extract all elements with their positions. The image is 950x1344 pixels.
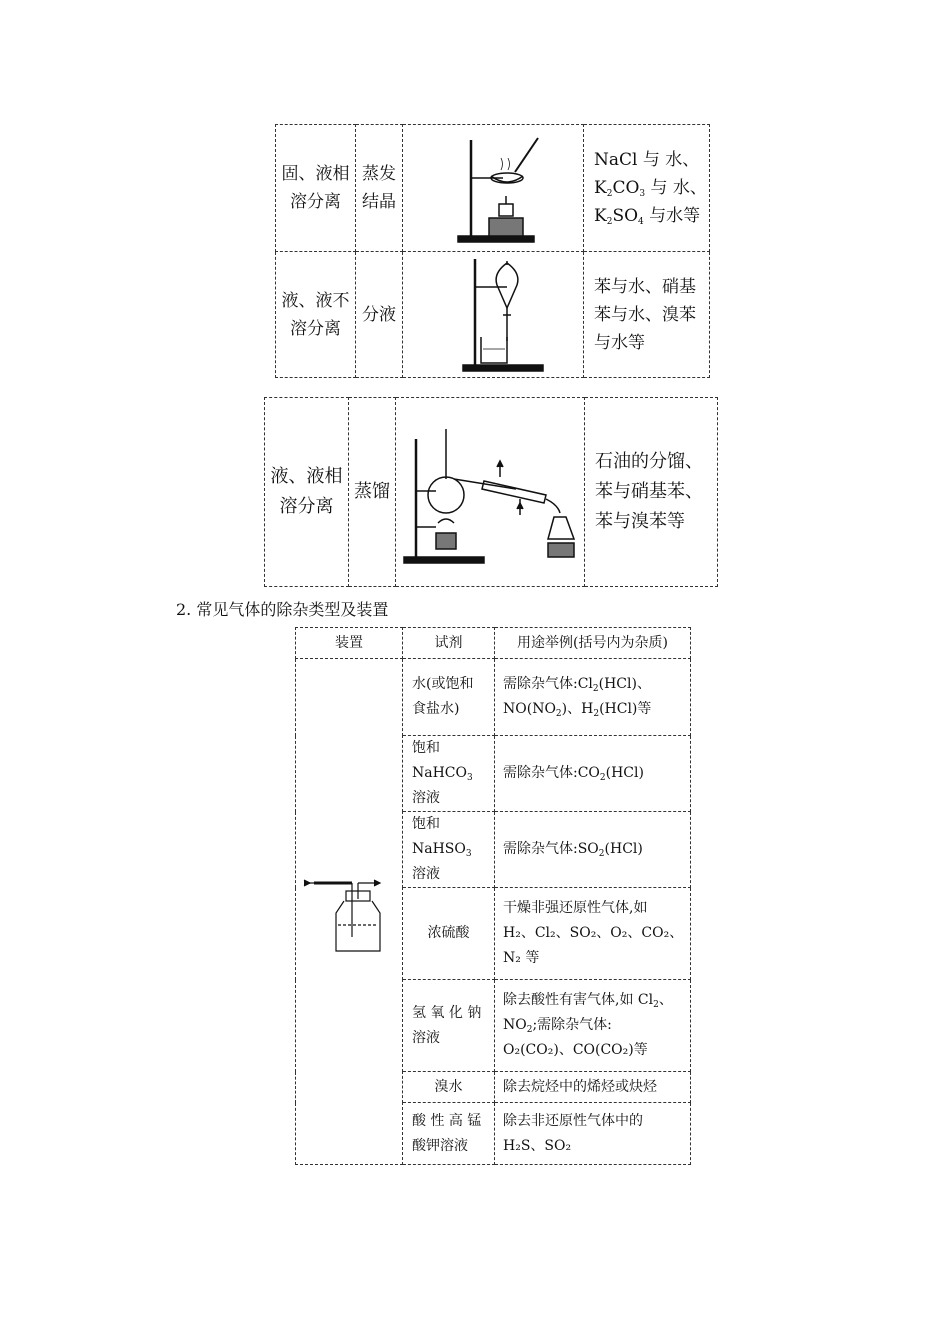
use-text: 干燥非强还原性气体,如 [503,900,648,916]
use-text: H₂、Cl₂、SO₂、O₂、CO₂、N₂ 等 [503,925,684,966]
reagent-label: NaHCO$_3$ [412,765,473,783]
example-text: 苯与硝基苯、 [595,481,703,502]
reagent-cell [403,812,495,888]
use-text: $NO_2$;需除杂气体: [503,1017,612,1035]
type-label: 液、液不 [281,290,350,311]
use-text: 需除杂气体$:CO_2(HCl)$ [503,765,644,783]
reagent-cell [403,888,495,980]
use-text: $NO(NO_2)$、$H_2(HCl)$等 [503,701,652,719]
example-text: 苯与水、硝基 [594,276,696,297]
use-cell [495,659,691,736]
reagent-label: 食盐水) [412,701,460,717]
reagent-cell [403,1072,495,1103]
example-text: 石油的分馏、 [595,451,703,472]
type-label: 固、液相 [281,164,350,184]
example-text: 苯与水、溴苯 [594,304,696,325]
method-label: 蒸馏 [354,481,390,502]
table-row [276,125,710,252]
gas-purification-table [295,627,691,1165]
table-row [296,659,691,736]
reagent-cell [403,659,495,736]
use-cell [495,812,691,888]
reagent-label: 酸钾溶液 [412,1137,468,1154]
reagent-cell [403,980,495,1072]
example-text: NaCl 与 水、 [594,150,700,170]
reagent-cell [403,736,495,812]
reagent-label: 溴水 [434,1078,463,1095]
example-text: 与水等 [594,332,645,353]
example-cell [584,252,710,378]
separatory-funnel-icon [403,253,584,377]
apparatus-cell [403,252,584,378]
method-cell [356,125,403,252]
use-text: 除去酸性有害气体,如 $Cl_2$、 [503,992,673,1010]
reagent-label: 浓硫酸 [427,925,470,941]
evaporation-apparatus-icon [403,126,584,251]
use-text: 需除杂气体$:Cl_2(HCl)$、 [503,676,651,694]
distillation-apparatus-icon [396,399,585,586]
gas-washing-bottle-icon [296,667,403,1157]
reagent-label: 氢 氧 化 钠 [412,1004,482,1021]
column-header: 试剂 [403,628,495,659]
column-header: 装置 [296,628,403,659]
method-cell [356,252,403,378]
type-label: 溶分离 [290,318,341,339]
separation-table-2 [264,397,718,587]
reagent-cell [403,1103,495,1165]
separation-table-1 [275,124,710,378]
example-cell [584,125,710,252]
use-cell [495,888,691,980]
use-cell [495,1072,691,1103]
reagent-label: 饱和 NaHSO$_3$ [412,816,472,859]
type-label: 溶分离 [290,192,341,212]
type-cell [265,398,349,587]
type-label: 溶分离 [279,496,334,517]
use-text: 除去烷烃中的烯烃或炔烃 [503,1078,657,1095]
type-cell [276,252,356,378]
use-text: O₂(CO₂)、CO(CO₂)等 [503,1042,648,1058]
use-cell [495,736,691,812]
apparatus-cell [396,398,585,587]
reagent-label: 溶液 [412,790,440,806]
example-cell [585,398,718,587]
table-row [265,398,718,587]
use-cell [495,1103,691,1165]
reagent-label: 水(或饱和 [412,676,474,692]
column-header: 用途举例(括号内为杂质) [495,628,691,659]
type-cell [276,125,356,252]
use-text: 除去非还原性气体中的 [503,1112,643,1129]
reagent-label: 溶液 [412,866,440,882]
section-title: 2. 常见气体的除杂类型及装置 [176,600,389,619]
apparatus-cell [403,125,584,252]
use-text: 需除杂气体$:SO_2(HCl)$ [503,841,643,859]
reagent-label: 饱和 [412,740,440,756]
method-label: 蒸发 [362,164,396,184]
use-text: H₂S、SO₂ [503,1137,572,1154]
example-text: 苯与溴苯等 [595,511,685,532]
example-text: $K_2SO_4$ 与水等 [594,206,701,227]
table-row [276,252,710,378]
use-cell [495,980,691,1072]
method-label: 分液 [362,304,396,325]
table-header-row [296,628,691,659]
reagent-label: 酸 性 高 锰 [412,1112,482,1129]
device-cell [296,659,403,1165]
reagent-label: 溶液 [412,1029,440,1046]
example-text: $K_2CO_3$ 与 水、 [594,178,707,199]
method-cell [349,398,396,587]
method-label: 结晶 [362,192,396,212]
type-label: 液、液相 [270,466,343,487]
